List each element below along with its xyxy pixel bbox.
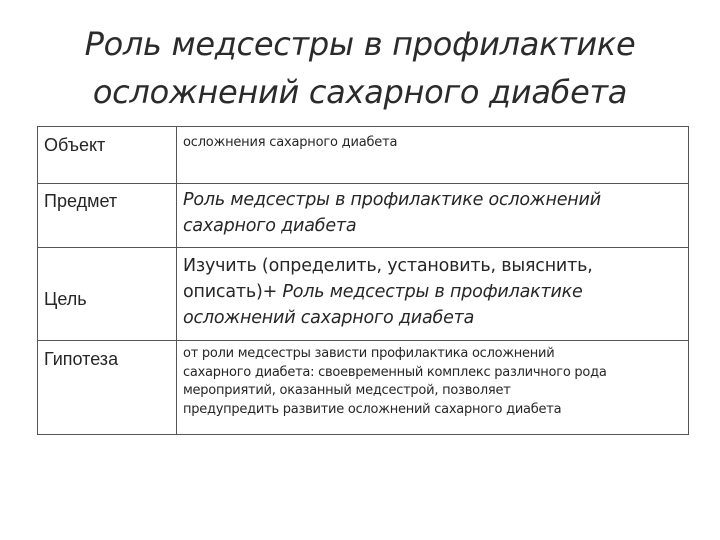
row-label-object: Объект <box>44 135 106 155</box>
row-label-hypothesis: Гипотеза <box>44 349 119 369</box>
row-label-cell <box>38 184 177 248</box>
row-value-goal <box>177 248 688 331</box>
value-line: мероприятий, оказанный медсестрой, позволяет <box>183 383 511 398</box>
slide-title <box>0 20 720 116</box>
slide-title-line-1: Роль медсестры в профилактике <box>84 25 636 63</box>
row-value-cell <box>177 248 689 341</box>
value-line: осложнения сахарного диабета <box>183 135 398 150</box>
row-label-cell <box>38 248 177 341</box>
value-line: предупредить развитие осложнений сахарного диабета <box>183 401 562 417</box>
table-row-object <box>38 127 689 184</box>
row-label-subject: Предмет <box>44 191 118 211</box>
table-row-hypothesis <box>38 341 689 435</box>
value-line <box>183 279 684 305</box>
row-label-goal: Цель <box>44 288 87 309</box>
value-line: осложнений сахарного диабета <box>183 308 475 328</box>
value-line: Изучить (определить, установить, выяснить, <box>183 256 593 276</box>
value-segment-italic: + Роль медсестры в профилактике <box>262 282 583 302</box>
row-value-subject <box>177 184 688 239</box>
table-row-goal <box>38 248 689 341</box>
value-line: от роли медсестры зависти профилактика осложнений <box>183 346 555 361</box>
row-value-hypothesis <box>177 341 688 419</box>
value-line: сахарного диабета <box>183 216 357 236</box>
row-label-cell <box>38 127 177 184</box>
value-line: Роль медсестры в профилактике осложнений <box>183 190 601 210</box>
value-segment: описать) <box>183 282 263 302</box>
row-value-cell <box>177 341 689 435</box>
row-value-cell <box>177 184 689 248</box>
row-label-cell <box>38 341 177 435</box>
table-row-subject <box>38 184 689 248</box>
row-value-object <box>177 127 688 152</box>
value-line: сахарного диабета: своевременный комплекс различного рода <box>183 364 607 380</box>
slide-title-line-2: осложнений сахарного диабета <box>92 73 628 111</box>
research-table <box>37 126 689 435</box>
row-value-cell <box>177 127 689 184</box>
